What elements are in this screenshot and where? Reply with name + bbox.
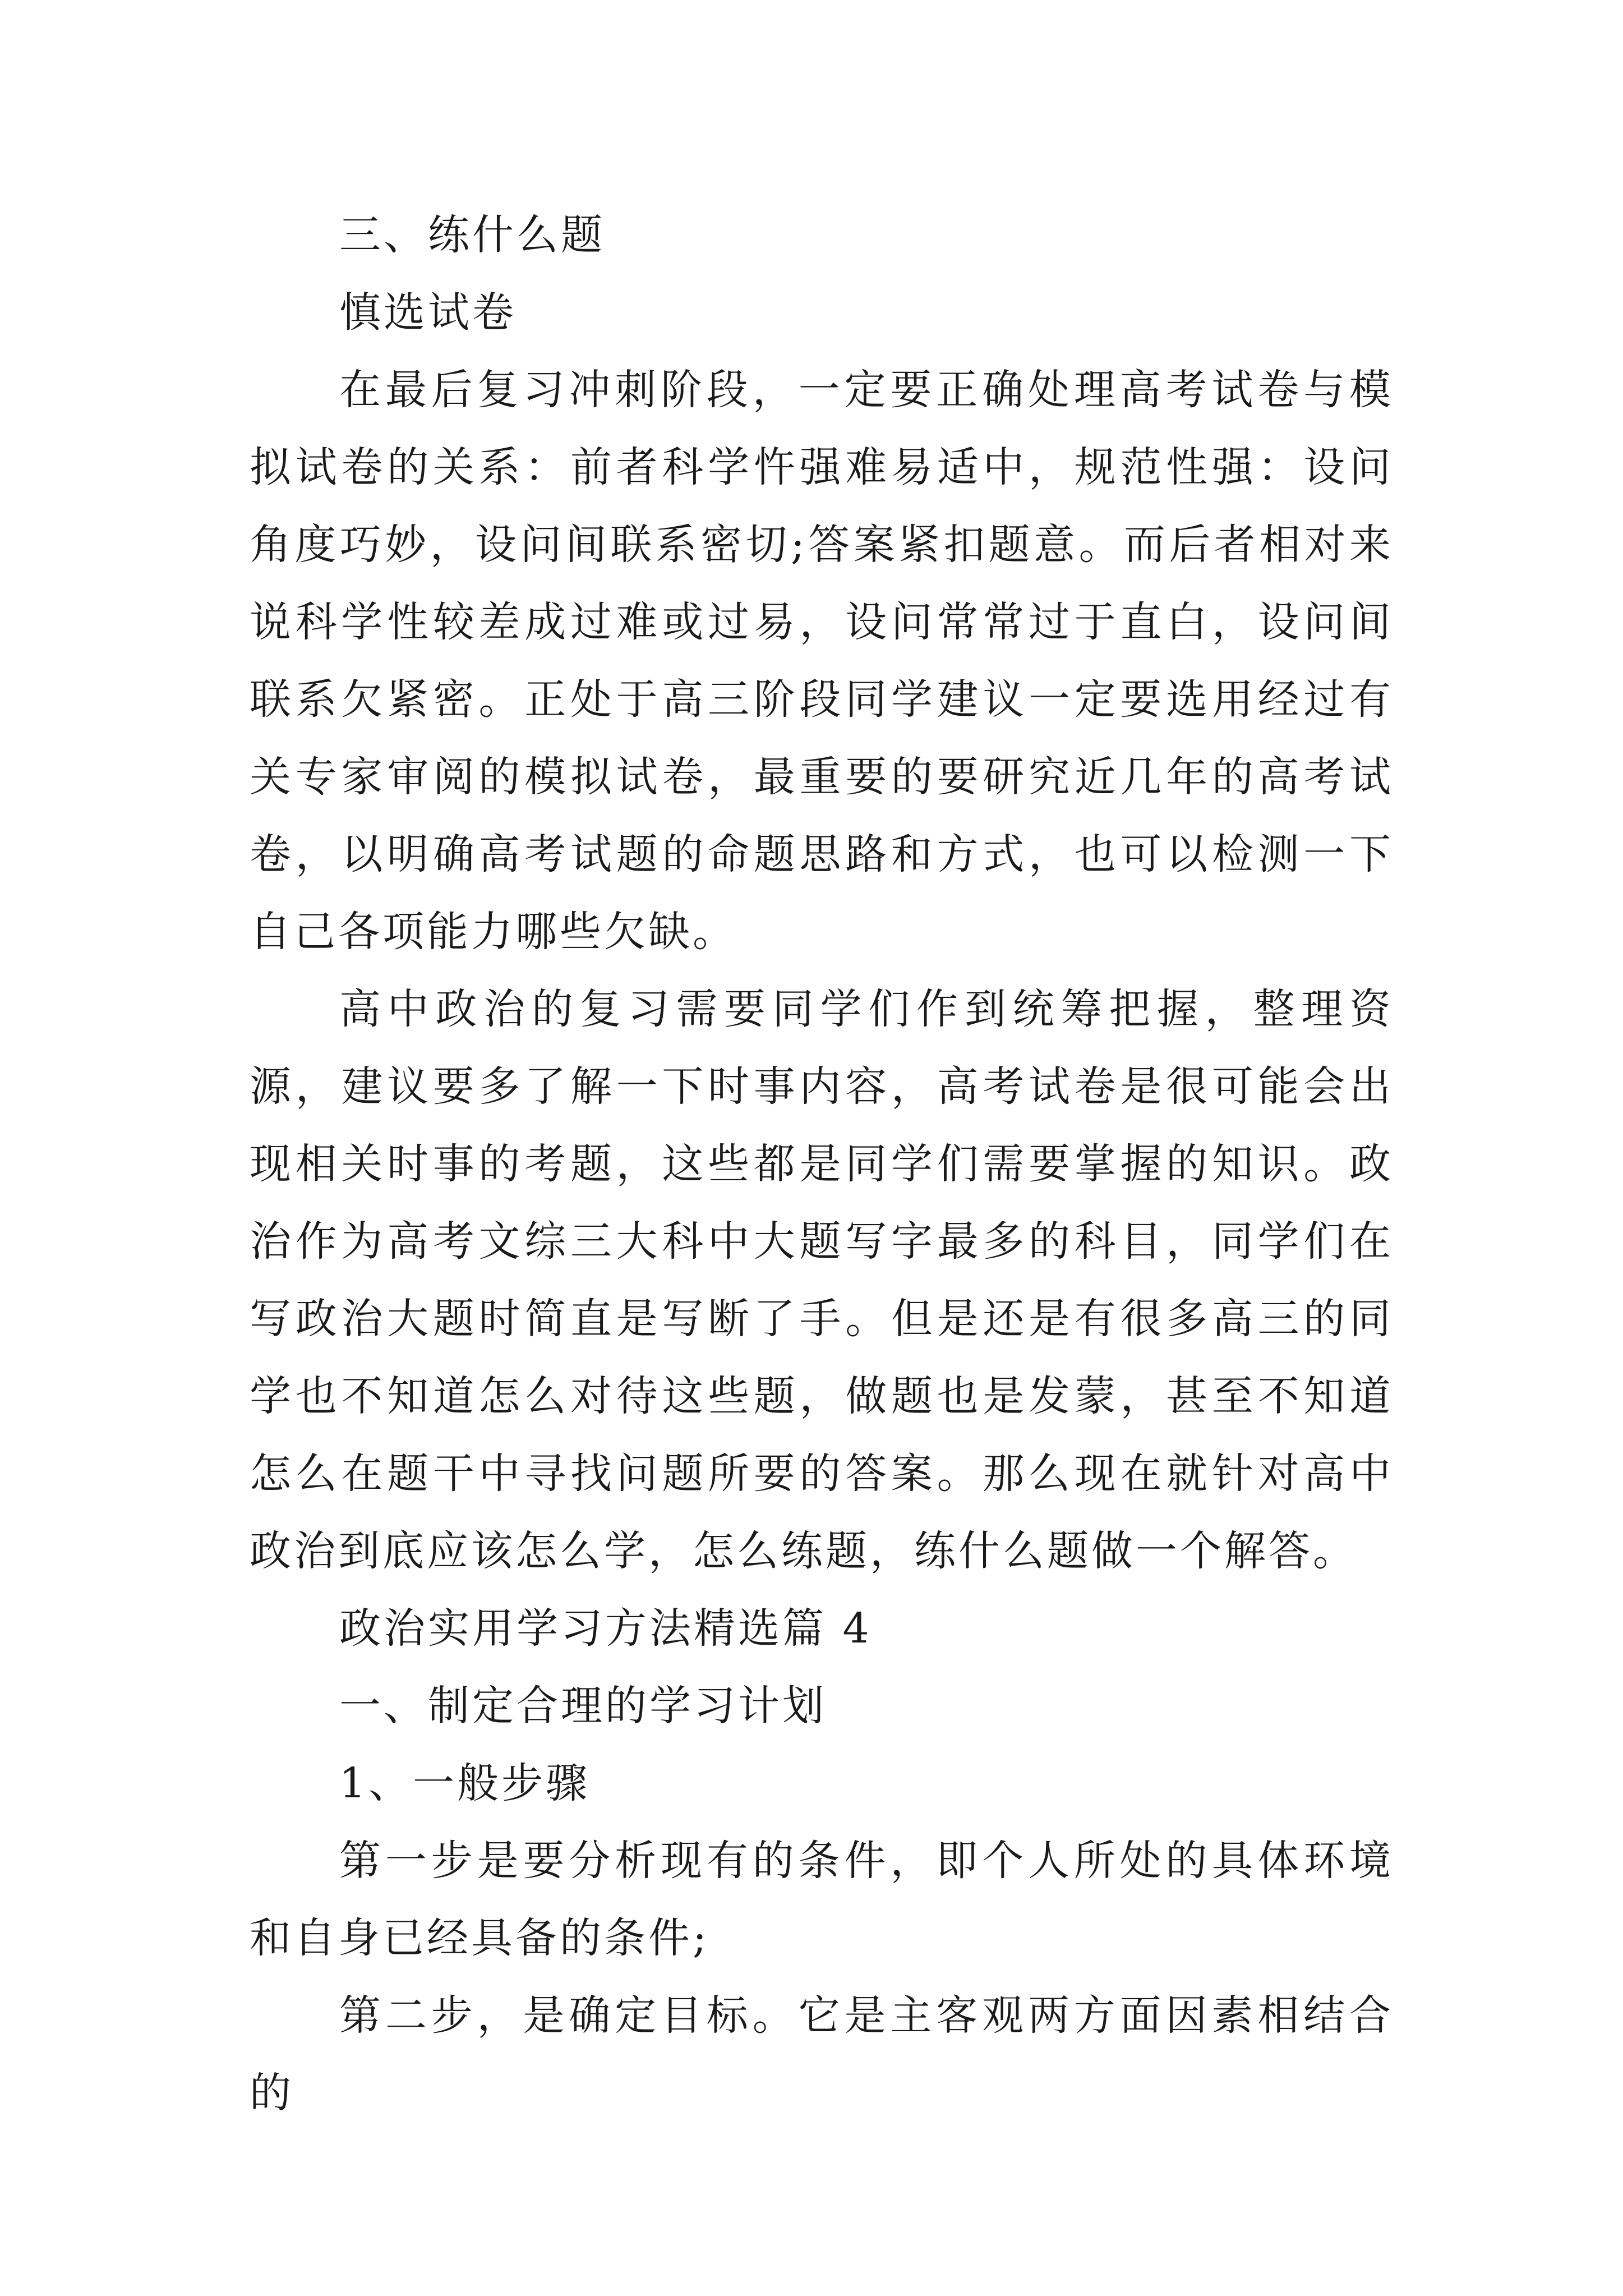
subheading-general-steps: 1、一般步骤: [339, 1759, 591, 1807]
paragraph-step-2: 第二步，是确定目标。它是主客观两方面因素相结合的: [250, 1991, 1394, 2117]
section-heading-1: 一、制定合理的学习计划: [339, 1682, 827, 1730]
document-body: [250, 196, 1394, 2132]
paragraph-review-summary: 高中政治的复习需要同学们作到统筹把握，整理资源，建议要多了解一下时事内容，高考试卷是很可能会出现相关时事的考题，这些都是同学们需要掌握的知识。政治作为高考文综三大科中大题写字最多的科目，同学们在写政治大题时简直是写断了手。但是还是有很多高三的同学也不知道怎么对待这些题，做题也是发蒙，甚至不知道怎么在题干中寻找问题所要的答案。那么现在就针对高中政治到底应该怎么学，怎么练题，练什么题做一个解答。: [250, 985, 1394, 1575]
paragraph-select-papers: 在最后复习冲刺阶段，一定要正确处理高考试卷与模拟试卷的关系：前者科学忤强难易适中，规范性强：设问角度巧妙，设问间联系密切;答案紧扣题意。而后者相对来说科学性较差成过难或过易，设问常常过于直白，设问间联系欠紧密。正处于高三阶段同学建议一定要选用经过有关专家审阅的模拟试卷，最重要的要研究近几年的高考试卷，以明确高考试题的命题思路和方式，也可以检测一下自己各项能力哪些欠缺。: [250, 366, 1394, 956]
article-title-part-4: 政治实用学习方法精选篇 4: [339, 1604, 872, 1653]
section-heading-3: 三、练什么题: [339, 211, 605, 259]
subheading-select-papers: 慎选试卷: [339, 288, 517, 337]
paragraph-step-1: 第一步是要分析现有的条件，即个人所处的具体环境和自身已经具备的条件;: [250, 1837, 1394, 1962]
